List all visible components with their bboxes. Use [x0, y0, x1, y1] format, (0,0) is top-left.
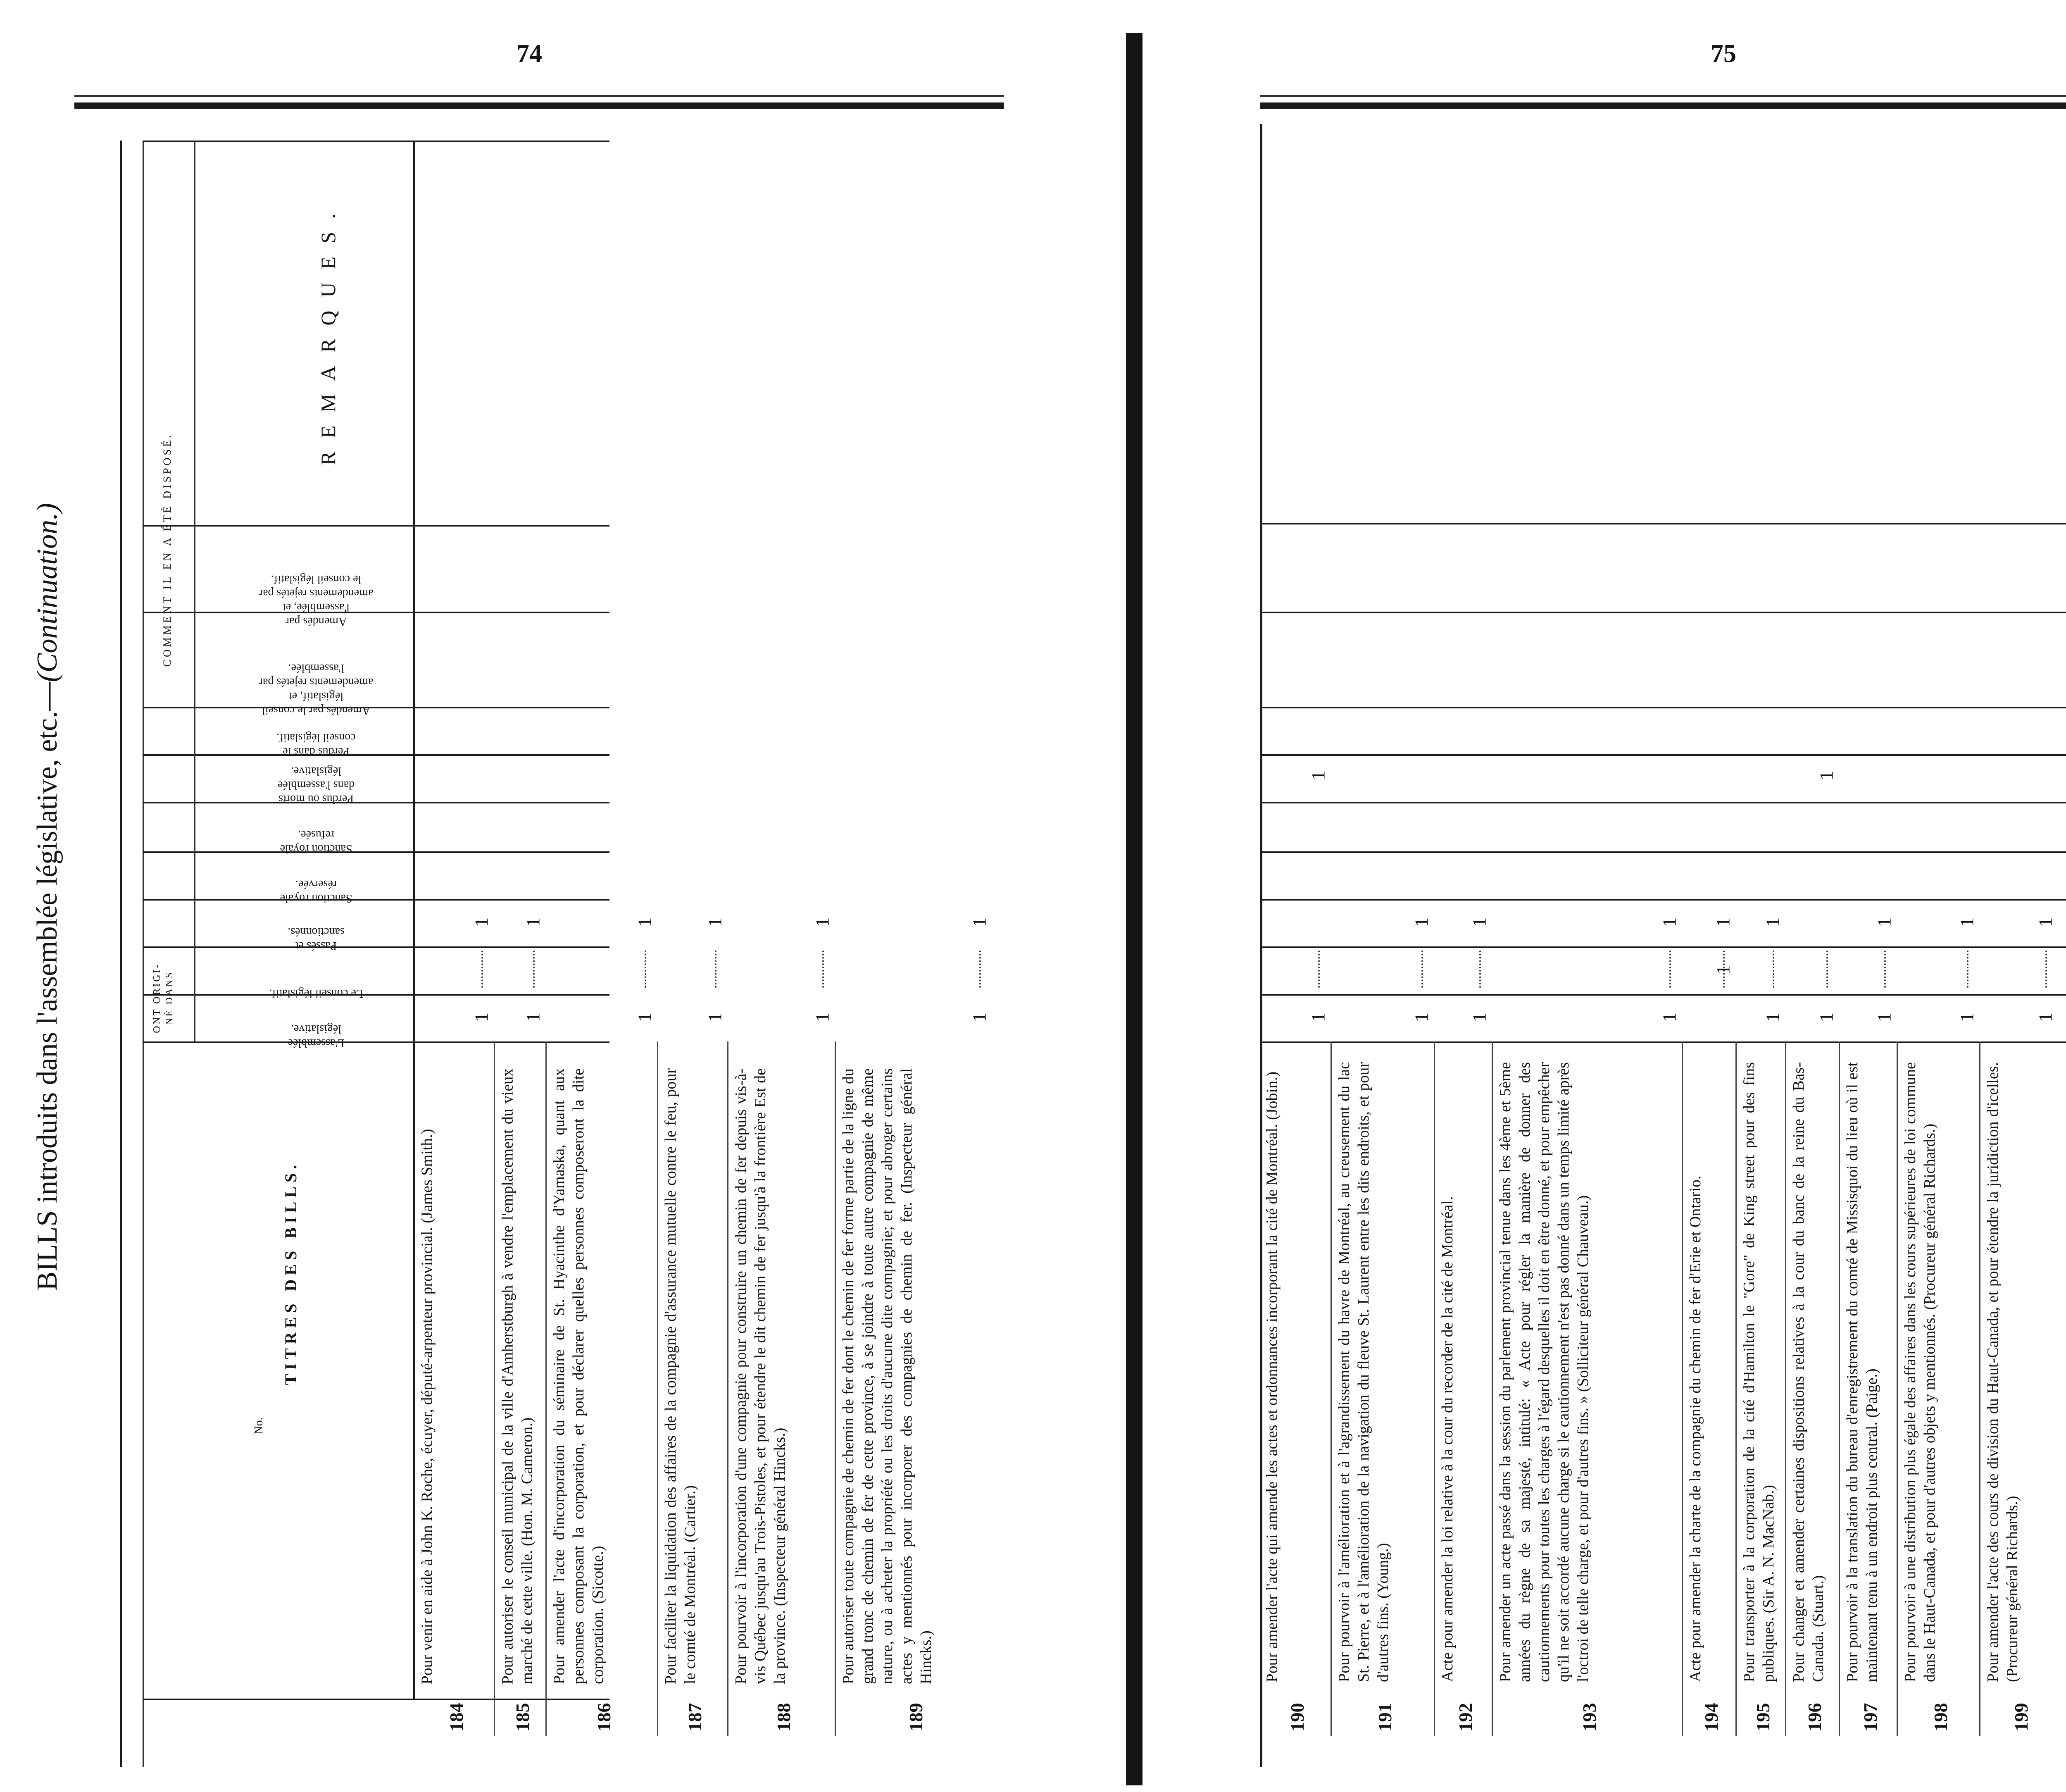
dotted-leader [481, 951, 485, 988]
mark-assemblee: 1 [1816, 1013, 1837, 1022]
rule-right-4 [1260, 754, 2066, 756]
dotted-leader [1773, 951, 1776, 988]
col-assemblee-header: L'assemblée législative. [288, 1022, 345, 1049]
mark-passes: 1 [1469, 917, 1490, 927]
row-separator [727, 1041, 728, 1736]
entry-title: Pour pourvoir à l'incorporation d'une compagnie pour construire un chemin de fer depuis vis-à-vis Québec jusqu'au Trois-Pistoles, et pour étendre le dit chemin de fer jusqu'à la frontière Est de la province. (Inspecteur général Hincks.) [732, 1068, 788, 1684]
mark-assemblee: 1 [1956, 1013, 1978, 1022]
page-number-right: 75 [1711, 40, 1736, 68]
rule-after-perdus-assemblee [143, 754, 609, 756]
col-amendes-assemblee-header: Amendés par l'assemblée, et amendements rejetés par le conseil législatif. [259, 573, 374, 628]
entry-title: Pour changer et amender certaines dispositions relatives à la cour du banc de la reine du Bas-Canada. (Stuart.) [1790, 1062, 1827, 1682]
entry-number: 189 [905, 1703, 926, 1732]
entry-number: 195 [1752, 1703, 1773, 1732]
entry-number: 192 [1455, 1703, 1476, 1732]
rule-after-reservee [143, 851, 609, 853]
comment-header: COMMENT IL EN A ÉTÉ DISPOSÉ. [161, 432, 173, 667]
mark-assemblee: 1 [634, 1013, 655, 1022]
mark-assemblee: 1 [812, 1013, 833, 1022]
rule-after-assemblee [143, 994, 609, 996]
mark-assemblee: 1 [471, 1013, 492, 1022]
rule-right-7 [1260, 899, 2066, 901]
dotted-leader [1318, 951, 1321, 988]
mark-assemblee: 1 [1307, 1013, 1329, 1022]
entry-title: Acte pour amender la charte de la compagnie du chemin de fer d'Erie et Ontario. [1687, 1175, 1704, 1682]
dotted-leader [1967, 951, 1970, 988]
mark-assemblee: 1 [1762, 1013, 1783, 1022]
mark-assemblee: 1 [1469, 1013, 1490, 1022]
page-title: BILLS introduits dans l'assemblée législative, etc.—(Continuation.) [31, 503, 63, 1291]
entry-title: Acte pour amender la loi relative à la cour du recorder de la cité de Montréal. [1439, 1196, 1456, 1682]
row-separator [1735, 1041, 1737, 1736]
rule-right-6 [1260, 851, 2066, 853]
mark-assemblee: 1 [1411, 1013, 1432, 1022]
rule-top-table [143, 141, 609, 142]
col-refusee-header: Sanction royale refusée. [280, 828, 352, 855]
dotted-leader [645, 951, 648, 988]
entry-title: Pour transporter à la corporation de la cité d'Hamilton le "Gore" de King street pour des fins publiques. (Sir A. N. MacNab.) [1740, 1062, 1777, 1682]
entry-title: Pour amender l'acte d'incorporation du séminaire de St. Hyacinthe d'Yamaska, quant aux personnes composant la corporation, et pour déclarer quelles personnes composeront la dite corporation. (Sicotte.) [550, 1068, 607, 1684]
entry-number: 191 [1374, 1703, 1395, 1732]
mark-assemblee: 1 [2035, 1013, 2056, 1022]
entry-number: 198 [1930, 1703, 1951, 1732]
rule-comment-band [194, 141, 195, 1041]
dotted-leader [822, 951, 826, 988]
row-separator [1979, 1041, 1980, 1736]
entry-number: 187 [684, 1703, 705, 1732]
col-perdus-assemblee-header: Perdus ou morts dans l'assemblée législative. [277, 765, 355, 805]
row-separator [1492, 1041, 1493, 1736]
entry-number: 199 [2011, 1703, 2032, 1732]
col-perdus-conseil-header: Perdus dans le conseil législatif. [276, 731, 356, 758]
col-reservee-header: Sanction royale réservée. [280, 878, 352, 905]
row-separator [1839, 1041, 1840, 1736]
entry-title: Pour faciliter la liquidation des affaires de la compagnie d'assurance mutuelle contre le feu, pour le comté de Montréal. (Cartier.) [662, 1068, 699, 1684]
col-amendes-conseil-header: Amendés par le conseil législatif, et amendements rejetés par l'assemblée. [259, 662, 374, 717]
dotted-leader [533, 951, 536, 988]
row-separator [1331, 1041, 1332, 1736]
rule-after-titres [143, 1041, 609, 1043]
entry-number: 186 [593, 1703, 614, 1732]
row-separator [545, 1041, 547, 1736]
mark-passes: 1 [634, 917, 655, 927]
row-separator [1682, 1041, 1683, 1736]
rule-after-titles [143, 1699, 609, 1700]
remarques-header: REMARQUES. [317, 200, 340, 465]
entry-number: 185 [512, 1703, 533, 1732]
rule-right-1 [1260, 523, 2066, 524]
rule-after-amendes-assemblee [143, 525, 609, 527]
entry-number: 194 [1701, 1703, 1722, 1732]
mark-perdus-assemblee: 1 [1816, 771, 1837, 780]
entry-title: Pour autoriser toute compagnie de chemin de fer dont le chemin de fer forme partie de la ligne du grand tronc de chemin de fer de cette province, à se joindre à toute autre compagnie de même nature, ou à acheter la propriété ou les droits d'aucune dite compagnie; et pour abroger certains actes y mentionnés pour incorporer des compagnies de chemin de fer. (Inspecteur général Hincks.) [840, 1068, 935, 1684]
col-origin-header: ONT ORIGI- NÉ DANS [152, 963, 175, 1033]
entry-title: Pour amender l'acte des cours de division du Haut-Canada, et pour étendre la juridiction d'icelles. (Procureur général Richards.) [1984, 1062, 2021, 1682]
dotted-leader [1884, 951, 1887, 988]
rule-right-5 [1260, 802, 2066, 803]
rule-right-3 [1260, 707, 2066, 708]
rule-after-perdus-conseil [143, 707, 609, 708]
mark-passes: 1 [1873, 917, 1895, 927]
col-passes-header: Passés et sanctionnés. [288, 925, 345, 952]
page-gutter [1126, 33, 1142, 1785]
mark-passes: 1 [1659, 917, 1680, 927]
entry-title: Pour autoriser le conseil municipal de la ville d'Amherstburgh à vendre l'emplacement du vieux marché de cette ville. (Hon. M. Cameron.) [499, 1068, 536, 1684]
mark-passes: 1 [1411, 917, 1432, 927]
row-separator [1897, 1041, 1898, 1736]
top-rule-left [74, 102, 1004, 109]
row-separator [835, 1041, 836, 1736]
mark-perdus-assemblee: 1 [1307, 771, 1329, 780]
mark-assemblee: 1 [522, 1013, 544, 1022]
rule-right-9 [1260, 994, 2066, 996]
dotted-leader [1421, 951, 1425, 988]
mark-passes: 1 [1956, 917, 1978, 927]
row-separator [494, 1041, 495, 1736]
entry-number: 193 [1579, 1703, 1600, 1732]
entry-title: Pour pourvoir à une distribution plus égale des affaires dans les cours supérieures de loi commune dans le Haut-Canada, et pour d'autres objets y mentionnés. (Procureur général Richards.) [1902, 1062, 1938, 1682]
row-separator [657, 1041, 658, 1736]
rule-header-body [413, 141, 415, 1699]
col-conseil-header: Le conseil législatif. [269, 987, 363, 1000]
mark-passes: 1 [471, 917, 492, 927]
entry-title: Pour amender l'acte qui amende les actes et ordonnances incorporant la cité de Montréal. (Jobin.) [1263, 1071, 1281, 1682]
entry-title: Pour pourvoir à l'amélioration et à l'agrandissement du havre de Montréal, au creusement du lac St. Pierre, et à l'amélioration de la navigation du fleuve St. Laurent entre les dits endroits, et pour d'autres fins. (Young.) [1335, 1062, 1392, 1682]
dotted-leader [1723, 951, 1726, 988]
rule-right-2 [1260, 612, 2066, 613]
rule-right-edge [1260, 124, 1262, 1767]
entry-number: 190 [1286, 1703, 1308, 1732]
entry-number: 197 [1860, 1703, 1881, 1732]
dotted-leader [715, 951, 718, 988]
mark-passes: 1 [1762, 917, 1783, 927]
rule-after-amendes-conseil [143, 612, 609, 613]
entry-number: 196 [1804, 1703, 1825, 1732]
entry-title: Pour amender un acte passé dans la session du parlement provincial tenue dans les 4ème et 5ème années du règne de sa majesté, intitulé: « Acte pour régler la manière de donner des cautionnements pour toutes les charges à l'égard desquelles il doit en être donné, et pour empêcher qu'il ne soit accordé aucune charge si le cautionnement n'est pas donné dans un temps limité après l'octroi de telle charge, et pour d'autres fins. » (Solliciteur général Chauveau.) [1497, 1062, 1592, 1682]
col-no-header: No. [252, 1417, 265, 1435]
dotted-leader [1479, 951, 1483, 988]
mark-assemblee: 1 [704, 1013, 726, 1022]
entry-title: Pour pourvoir à la translation du bureau d'enregistrement du comté de Missisquoi du lieu où il est maintenant tenu à un endroit plus central. (Paige.) [1844, 1062, 1880, 1682]
row-separator [1434, 1041, 1435, 1736]
rule-right-10 [1260, 1041, 2066, 1043]
rule-left-inner [143, 141, 144, 1767]
row-separator [1785, 1041, 1786, 1736]
rule-after-refusee [143, 802, 609, 803]
rule-right-8 [1260, 946, 2066, 948]
top-rule-thin-right [1260, 95, 2066, 97]
rule-after-passes [143, 899, 609, 901]
mark-assemblee: 1 [969, 1013, 990, 1022]
entry-number: 184 [445, 1703, 467, 1732]
rule-after-conseil [143, 946, 609, 948]
dotted-leader [979, 951, 983, 988]
mark-passes: 1 [812, 917, 833, 927]
top-rule-thin-left [74, 95, 1004, 97]
entry-title: Pour venir en aide à John K. Roche, écuyer, député-arpenteur provincial. (James Smith.) [418, 1129, 436, 1684]
mark-passes: 1 [704, 917, 726, 927]
mark-assemblee: 1 [1873, 1013, 1895, 1022]
mark-passes: 1 [522, 917, 544, 927]
page-number-left: 74 [516, 40, 542, 68]
mark-assemblee: 1 [1659, 1013, 1680, 1022]
entry-number: 188 [773, 1703, 794, 1732]
rule-left-edge [120, 141, 122, 1767]
dotted-leader [1669, 951, 1673, 988]
mark-passes: 1 [1712, 917, 1734, 927]
col-titres-header: TITRES DES BILLS. [281, 1161, 300, 1385]
top-rule-right [1260, 102, 2066, 109]
mark-conseil: 1 [1712, 965, 1734, 975]
dotted-leader [2045, 951, 2049, 988]
mark-passes: 1 [2035, 917, 2056, 927]
mark-passes: 1 [969, 917, 990, 927]
dotted-leader [1826, 951, 1830, 988]
